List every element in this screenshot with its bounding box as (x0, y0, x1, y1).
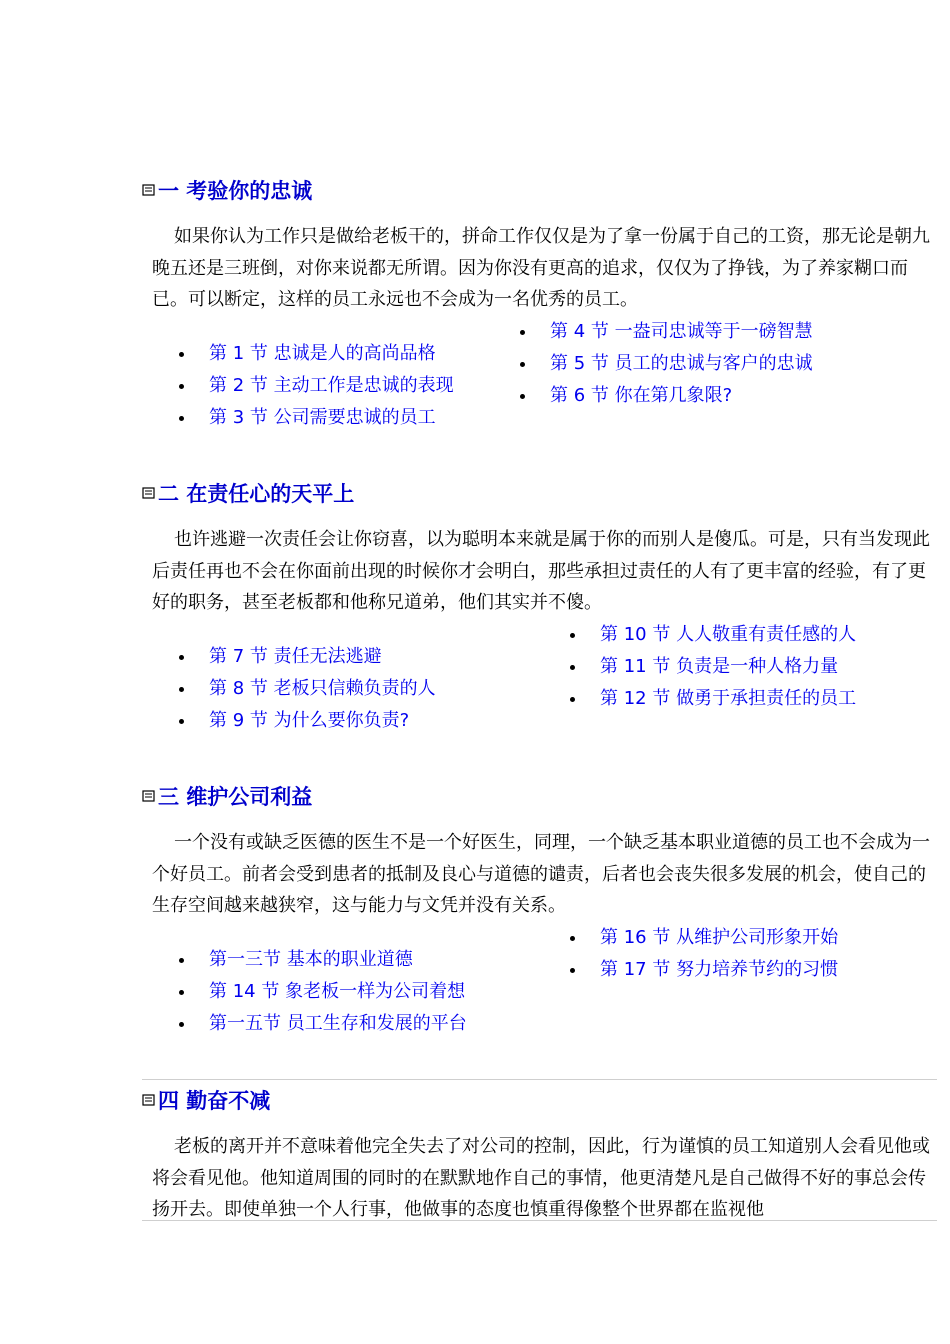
chapter-link[interactable]: 第 11 节 负责是一种人格力量 (570, 651, 856, 683)
chapter-link[interactable]: 第 8 节 老板只信赖负责的人 (179, 673, 436, 705)
chapter-link[interactable]: 第 9 节 为什么要你负责? (179, 705, 436, 737)
section-3 (142, 781, 937, 1051)
chapter-list-right (570, 922, 838, 986)
section-paragraph: 也许逃避一次责任会让你窃喜，以为聪明本来就是属于你的而别人是傻瓜。可是，只有当发现此后责任再也不会在你面前出现的时候你才会明白，那些承担过责任的人有了更丰富的经验，有了更好的职务，甚至老板都和他称兄道弟，他们其实并不傻。 (152, 529, 930, 613)
section-paragraph: 老板的离开并不意味着他完全失去了对公司的控制，因此，行为谨慎的员工知道别人会看见他或将会看见他。他知道周围的同时的在默默地作自己的事情，他更清楚凡是自己做得不好的事总会传扬开去。即使单独一个人行事，他做事的态度也慎重得像整个世界都在监视他 (152, 1136, 930, 1220)
section-1 (142, 175, 937, 445)
chapter-list-left (179, 944, 467, 1040)
chapter-list-left (179, 338, 454, 434)
section-heading[interactable] (142, 1085, 270, 1115)
section-title: 一 考验你的忠诚 (158, 179, 313, 203)
book-icon (142, 183, 156, 197)
chapter-list-right (520, 316, 813, 412)
chapter-link[interactable]: 第一五节 员工生存和发展的平台 (179, 1008, 467, 1040)
section-paragraph: 如果你认为工作只是做给老板干的，拼命工作仅仅是为了拿一份属于自己的工资，那无论是朝九晚五还是三班倒，对你来说都无所谓。因为你没有更高的追求，仅仅为了挣钱，为了养家糊口而已。可以断定，这样的员工永远也不会成为一名优秀的员工。 (152, 226, 930, 310)
section-title: 二 在责任心的天平上 (158, 482, 355, 506)
chapter-link[interactable]: 第一三节 基本的职业道德 (179, 944, 467, 976)
chapter-link[interactable]: 第 4 节 一盎司忠诚等于一磅智慧 (520, 316, 813, 348)
section-4 (142, 1085, 937, 1220)
chapter-link[interactable]: 第 17 节 努力培养节约的习惯 (570, 954, 838, 986)
chapter-link[interactable]: 第 6 节 你在第几象限? (520, 380, 813, 412)
divider (142, 1079, 937, 1080)
book-icon (142, 486, 156, 500)
chapter-link[interactable]: 第 3 节 公司需要忠诚的员工 (179, 402, 454, 434)
section-heading[interactable] (142, 478, 354, 508)
divider (142, 1220, 937, 1221)
section-paragraph: 一个没有或缺乏医德的医生不是一个好医生，同理，一个缺乏基本职业道德的员工也不会成为一个好员工。前者会受到患者的抵制及良心与道德的谴责，后者也会丧失很多发展的机会，使自己的生存空间越来越狭窄，这与能力与文凭并没有关系。 (152, 832, 930, 916)
section-2 (142, 478, 937, 748)
book-icon (142, 1093, 156, 1107)
chapter-link[interactable]: 第 1 节 忠诚是人的高尚品格 (179, 338, 454, 370)
chapter-list-right (570, 619, 856, 715)
chapter-link[interactable]: 第 14 节 象老板一样为公司着想 (179, 976, 467, 1008)
section-heading[interactable] (142, 781, 312, 811)
book-icon (142, 789, 156, 803)
chapter-link[interactable]: 第 10 节 人人敬重有责任感的人 (570, 619, 856, 651)
section-title: 四 勤奋不减 (158, 1089, 271, 1113)
chapter-link[interactable]: 第 7 节 责任无法逃避 (179, 641, 436, 673)
section-title: 三 维护公司利益 (158, 785, 313, 809)
chapter-link[interactable]: 第 12 节 做勇于承担责任的员工 (570, 683, 856, 715)
chapter-list-left (179, 641, 436, 737)
chapter-link[interactable]: 第 2 节 主动工作是忠诚的表现 (179, 370, 454, 402)
chapter-link[interactable]: 第 5 节 员工的忠诚与客户的忠诚 (520, 348, 813, 380)
chapter-link[interactable]: 第 16 节 从维护公司形象开始 (570, 922, 838, 954)
section-heading[interactable] (142, 175, 312, 205)
